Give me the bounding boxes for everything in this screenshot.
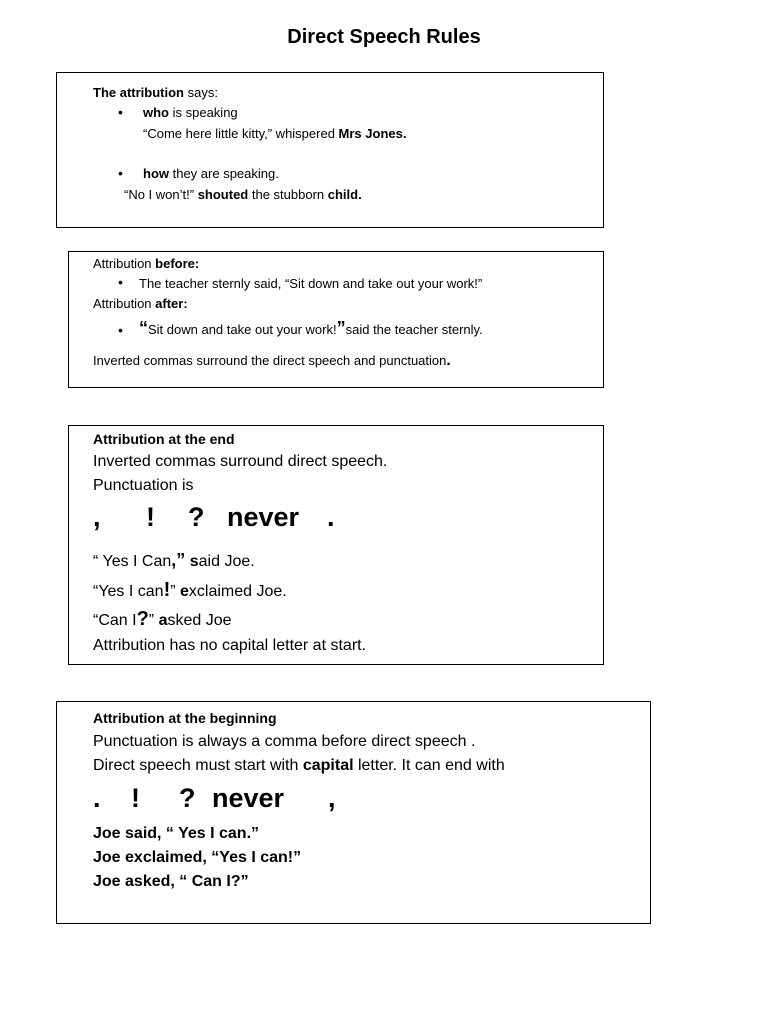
box4-line1: Punctuation is always a comma before direct speech . xyxy=(93,733,476,750)
box2-before-example: The teacher sternly said, “Sit down and take out your work!” xyxy=(139,276,483,291)
box4-punct-question: ? xyxy=(179,783,196,813)
box2-after-label: Attribution after: xyxy=(93,296,188,311)
box3-punct-fullstop: . xyxy=(327,502,335,532)
box3-punct-question: ? xyxy=(188,502,205,532)
box3-footer: Attribution has no capital letter at start. xyxy=(93,637,367,654)
page-title: Direct Speech Rules xyxy=(287,26,481,48)
bullet-icon: • xyxy=(118,165,123,181)
box4-heading: Attribution at the beginning xyxy=(93,710,277,726)
box1-heading: The attribution says: xyxy=(93,85,218,100)
box4-punct-exclaim: ! xyxy=(131,783,140,813)
box3-punct-never: never xyxy=(227,502,300,532)
bullet-icon: • xyxy=(118,274,123,290)
box1-example-whispered: “Come here little kitty,” whispered Mrs Jones. xyxy=(143,126,407,141)
box3-heading: Attribution at the end xyxy=(93,431,235,447)
bullet-icon: • xyxy=(118,104,123,120)
box4-example-asked: Joe asked, “ Can I?” xyxy=(93,873,249,890)
box1-example-shouted: “No I won’t!” shouted the stubborn child. xyxy=(124,187,362,202)
box4-punct-comma: , xyxy=(328,783,336,813)
box4-line2: Direct speech must start with capital letter. It can end with xyxy=(93,757,505,774)
box3-example-said: “ Yes I Can,” said Joe. xyxy=(93,550,255,570)
box4-example-exclaimed: Joe exclaimed, “Yes I can!” xyxy=(93,849,302,866)
box3-punct-exclaim: ! xyxy=(146,502,155,532)
box1-bullet-who: who is speaking xyxy=(143,105,238,120)
box4-punct-never: never xyxy=(212,783,285,813)
box2-before-label: Attribution before: xyxy=(93,256,200,271)
box3-example-asked: “Can I?” asked Joe xyxy=(93,608,232,630)
box3-line1: Inverted commas surround direct speech. xyxy=(93,453,388,470)
box1-bullet-how: how they are speaking. xyxy=(143,166,279,181)
bullet-icon: • xyxy=(118,322,123,338)
box3-punct-comma: , xyxy=(93,502,101,532)
box2-after-example: “Sit down and take out your work!”said the teacher sternly. xyxy=(139,318,483,338)
box4-punct-fullstop: . xyxy=(93,783,101,813)
box2-note: Inverted commas surround the direct speech and punctuation. xyxy=(93,352,451,369)
box3-line2: Punctuation is xyxy=(93,477,194,494)
box3-example-exclaimed: “Yes I can!” exclaimed Joe. xyxy=(93,579,287,601)
box4-example-said: Joe said, “ Yes I can.” xyxy=(93,825,260,842)
